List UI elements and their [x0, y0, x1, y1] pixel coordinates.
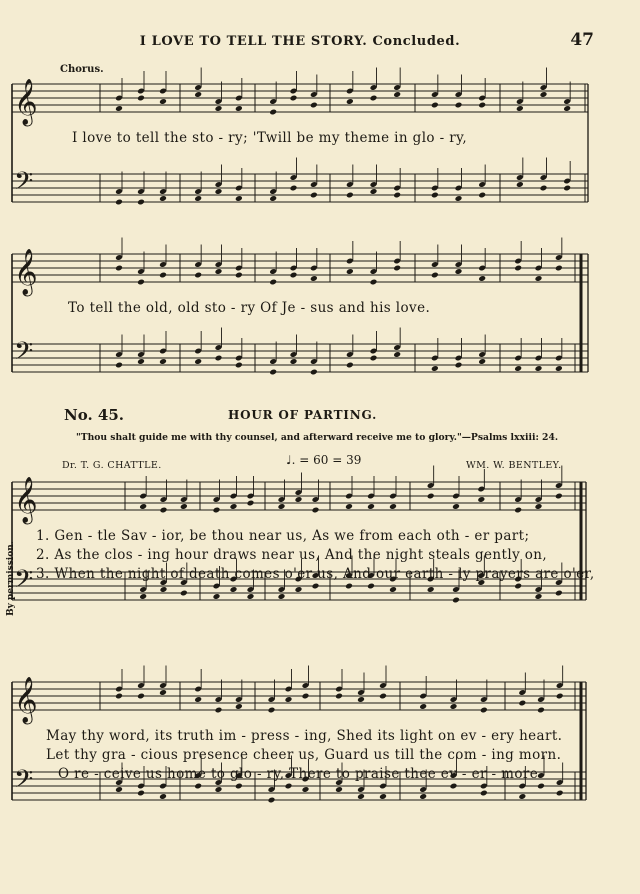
- notehead: [367, 503, 375, 510]
- notehead: [235, 272, 243, 279]
- notehead: [346, 362, 354, 369]
- notehead: [235, 783, 243, 790]
- notehead: [310, 192, 318, 199]
- notehead: [345, 503, 353, 510]
- notehead: [478, 192, 486, 199]
- notehead: [194, 195, 202, 202]
- notehead: [393, 265, 401, 272]
- treble-clef: 𝄞: [14, 79, 38, 125]
- notehead: [115, 362, 123, 369]
- notehead: [285, 783, 293, 790]
- notehead: [370, 355, 378, 362]
- notehead: [137, 95, 145, 102]
- notehead: [370, 95, 378, 102]
- notehead: [268, 797, 276, 804]
- notehead: [310, 369, 318, 376]
- notehead: [137, 199, 145, 206]
- notehead: [235, 195, 243, 202]
- notehead: [455, 362, 463, 369]
- notehead: [160, 507, 168, 514]
- notehead: [346, 98, 354, 105]
- notehead: [194, 91, 202, 98]
- notehead: [431, 272, 439, 279]
- notehead: [159, 195, 167, 202]
- notehead: [215, 188, 223, 195]
- notehead: [247, 500, 255, 507]
- notehead: [555, 493, 563, 500]
- notehead: [180, 590, 188, 597]
- notehead: [563, 185, 571, 192]
- notehead: [452, 597, 460, 604]
- chorus-lyric-line-1: I love to tell the sto - ry; 'Twill be my theme in glo - ry,: [72, 130, 468, 146]
- notehead: [215, 355, 223, 362]
- notehead: [235, 703, 243, 710]
- notehead: [450, 703, 458, 710]
- verse-1-line-1: 1. Gen - tle Sav - ior, be thou near us, As we from each oth - er part;: [36, 528, 530, 544]
- notehead: [213, 507, 221, 514]
- notehead: [310, 102, 318, 109]
- notehead: [555, 265, 563, 272]
- notehead: [455, 268, 463, 275]
- notehead: [535, 593, 543, 600]
- notehead: [194, 358, 202, 365]
- notehead: [419, 703, 427, 710]
- page-number: 47: [570, 30, 594, 50]
- notehead: [312, 507, 320, 514]
- hymn-number: No. 45.: [64, 406, 124, 424]
- notehead: [514, 265, 522, 272]
- scripture-epigraph: "Thou shalt guide me with thy counsel, and afterward receive me to glory."—Psalms lxxiii: 24.: [76, 432, 559, 443]
- verse-2-line-2: Let thy gra - cious presence cheer us, Guard us till the com - ing morn.: [46, 747, 562, 763]
- notehead: [269, 369, 277, 376]
- notehead: [357, 793, 365, 800]
- notehead: [535, 365, 543, 372]
- notehead: [194, 783, 202, 790]
- notehead: [269, 195, 277, 202]
- chorus-lyric-line-2: To tell the old, old sto - ry Of Je - sus and his love.: [68, 300, 431, 316]
- notehead: [540, 185, 548, 192]
- notehead: [137, 279, 145, 286]
- notehead: [455, 102, 463, 109]
- notehead: [379, 793, 387, 800]
- notehead: [302, 693, 310, 700]
- notehead: [431, 102, 439, 109]
- notehead: [247, 593, 255, 600]
- notehead: [555, 590, 563, 597]
- verse-1-line-2: May thy word, its truth im - press - ing, Shed its light on ev - ery heart.: [46, 728, 563, 744]
- notehead: [180, 503, 188, 510]
- notehead: [290, 185, 298, 192]
- notehead: [159, 98, 167, 105]
- notehead: [455, 195, 463, 202]
- notehead: [290, 358, 298, 365]
- notehead: [367, 583, 375, 590]
- notehead: [290, 272, 298, 279]
- notehead: [393, 192, 401, 199]
- notehead: [478, 275, 486, 282]
- notehead: [427, 586, 435, 593]
- notehead: [159, 272, 167, 279]
- permission-note: By permission.: [6, 541, 16, 616]
- treble-clef: 𝄞: [14, 477, 38, 523]
- notehead: [389, 503, 397, 510]
- notehead: [215, 707, 223, 714]
- notehead: [478, 102, 486, 109]
- notehead: [230, 586, 238, 593]
- notehead: [235, 105, 243, 112]
- notehead: [278, 503, 286, 510]
- notehead: [556, 790, 564, 797]
- notehead: [514, 583, 522, 590]
- notehead: [213, 593, 221, 600]
- notehead: [556, 693, 564, 700]
- notehead: [345, 583, 353, 590]
- notehead: [518, 700, 526, 707]
- notehead: [427, 493, 435, 500]
- notehead: [537, 707, 545, 714]
- notehead: [450, 783, 458, 790]
- notehead: [194, 696, 202, 703]
- notehead: [115, 265, 123, 272]
- notehead: [452, 503, 460, 510]
- verse-3-line-2: O re - ceive us home to glo - ry, There to praise thee ev - er - more.: [58, 766, 543, 782]
- notehead: [295, 496, 303, 503]
- notehead: [514, 365, 522, 372]
- notehead: [312, 583, 320, 590]
- notehead: [290, 95, 298, 102]
- bass-clef: 𝄢: [14, 765, 34, 800]
- notehead: [379, 693, 387, 700]
- notehead: [518, 793, 526, 800]
- notehead: [159, 793, 167, 800]
- notehead: [480, 707, 488, 714]
- verse-3-line-1: 3. When the night of death comes o'er us, And our earth - ly prayers are o'er,: [36, 566, 595, 582]
- notehead: [139, 503, 147, 510]
- notehead: [431, 192, 439, 199]
- notehead: [235, 362, 243, 369]
- notehead: [480, 790, 488, 797]
- notehead: [535, 275, 543, 282]
- notehead: [278, 593, 286, 600]
- notehead: [540, 91, 548, 98]
- notehead: [302, 786, 310, 793]
- treble-clef: 𝄞: [14, 677, 38, 723]
- bass-clef: 𝄢: [14, 565, 34, 600]
- chorus-label: Chorus.: [60, 64, 104, 75]
- notehead: [137, 693, 145, 700]
- notehead: [419, 793, 427, 800]
- notehead: [115, 199, 123, 206]
- notehead: [478, 358, 486, 365]
- author-credit: WM. W. BENTLEY.: [466, 460, 562, 471]
- notehead: [230, 503, 238, 510]
- notehead: [514, 507, 522, 514]
- notehead: [335, 693, 343, 700]
- notehead: [215, 105, 223, 112]
- notehead: [159, 358, 167, 365]
- notehead: [431, 365, 439, 372]
- notehead: [535, 503, 543, 510]
- notehead: [137, 790, 145, 797]
- notehead: [370, 188, 378, 195]
- notehead: [215, 268, 223, 275]
- composer-credit: Dr. T. G. CHATTLE.: [62, 460, 162, 471]
- notehead: [269, 109, 277, 116]
- notehead: [139, 593, 147, 600]
- notehead: [115, 105, 123, 112]
- notehead: [160, 586, 168, 593]
- bass-clef: 𝄢: [14, 167, 34, 202]
- bass-clef: 𝄢: [14, 337, 34, 372]
- notehead: [393, 91, 401, 98]
- notehead: [194, 272, 202, 279]
- notehead: [268, 707, 276, 714]
- notehead: [537, 783, 545, 790]
- notehead: [115, 786, 123, 793]
- notehead: [285, 696, 293, 703]
- notehead: [516, 105, 524, 112]
- notehead: [115, 693, 123, 700]
- verse-2-line-1: 2. As the clos - ing hour draws near us, And the night steals gently on,: [36, 547, 548, 563]
- notehead: [335, 786, 343, 793]
- notehead: [310, 275, 318, 282]
- notehead: [269, 279, 277, 286]
- notehead: [563, 105, 571, 112]
- notehead: [215, 786, 223, 793]
- notehead: [555, 365, 563, 372]
- notehead: [346, 268, 354, 275]
- notehead: [295, 586, 303, 593]
- tempo-marking: ♩. = 60 = 39: [286, 453, 362, 467]
- notehead: [477, 496, 485, 503]
- running-title: I LOVE TO TELL THE STORY. Concluded.: [139, 34, 461, 49]
- notehead: [346, 192, 354, 199]
- notehead: [389, 586, 397, 593]
- notehead: [393, 351, 401, 358]
- notehead: [159, 689, 167, 696]
- hymn-title: HOUR OF PARTING.: [228, 408, 378, 422]
- notehead: [137, 358, 145, 365]
- notehead: [357, 696, 365, 703]
- treble-clef: 𝄞: [14, 249, 38, 295]
- notehead: [516, 181, 524, 188]
- notehead: [370, 279, 378, 286]
